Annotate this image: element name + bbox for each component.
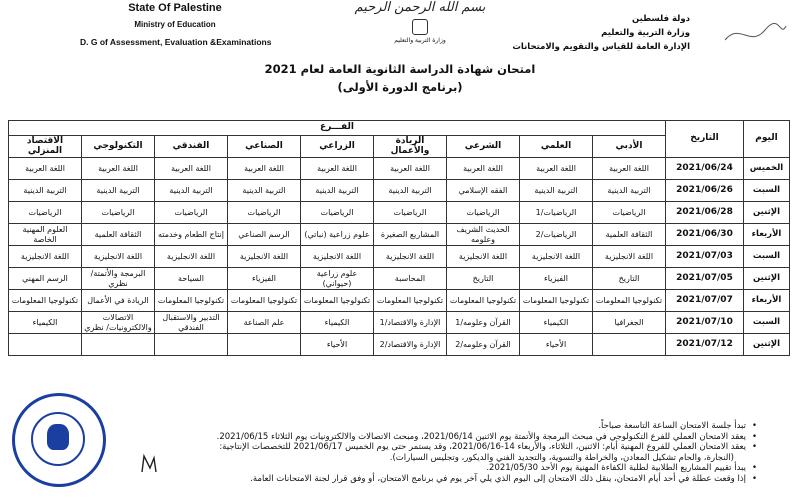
subject-cell: الكيمياء [9,312,82,334]
directorate-name-ar: الإدارة العامة للقياس والتقويم والامتحانات [512,42,690,52]
subject-cell: الرياضيات [155,202,228,224]
subject-cell: الريادة في الأعمال [82,290,155,312]
ministry-name-en: Ministry of Education [134,20,216,29]
subject-cell: الرياضيات [447,202,520,224]
branch-header: الزراعي [301,136,374,158]
subject-cell: علم الصناعة [228,312,301,334]
note-item: • تبدأ جلسة الامتحان الساعة التاسعة صباحاً. [20,421,746,432]
day-cell: الإثنين [744,268,790,290]
subject-cell: اللغة الانجليزية [447,246,520,268]
subject-cell [155,334,228,356]
date-cell: 2021/07/05 [666,268,744,290]
subject-cell: التاريخ [447,268,520,290]
subject-cell: التربية الدينية [155,180,228,202]
table-row [9,158,790,180]
subject-cell: الرياضيات/1 [520,202,593,224]
subject-cell [82,334,155,356]
table-row [9,268,790,290]
subject-cell: التربية الدينية [520,180,593,202]
subject-cell: الفيزياء [228,268,301,290]
subject-cell: البرمجة والأتمتة/ نظري [82,268,155,290]
basmala-calligraphy: بسم الله الرحمن الرحيم [354,0,486,15]
subject-cell: التربية الدينية [374,180,447,202]
subject-cell: السياحة [155,268,228,290]
subject-cell: الجغرافيا [593,312,666,334]
english-header [60,2,290,47]
state-name-en: State Of Palestine [128,2,222,14]
subject-cell: اللغة العربية [301,158,374,180]
subject-cell: اللغة العربية [593,158,666,180]
subject-cell: الرسم الصناعي [228,224,301,246]
day-header: اليوم [744,121,790,158]
subject-cell: اللغة العربية [520,158,593,180]
date-cell: 2021/07/10 [666,312,744,334]
subject-cell: التاريخ [593,268,666,290]
date-cell: 2021/06/28 [666,202,744,224]
subject-cell: اللغة العربية [374,158,447,180]
subject-cell: الرسم المهني [9,268,82,290]
branches-group-header: الفـــرع [9,121,666,136]
subject-cell: الأحياء [520,334,593,356]
subject-cell [228,334,301,356]
directorate-name-en: D. G of Assessment, Evaluation &Examinations [80,37,272,47]
subject-cell: الاتصالات والالكترونيات/ نظري [82,312,155,334]
date-cell: 2021/07/12 [666,334,744,356]
date-cell: 2021/06/26 [666,180,744,202]
subject-cell: اللغة العربية [447,158,520,180]
table-row [9,180,790,202]
subject-cell: الإدارة والاقتصاد/1 [374,312,447,334]
table-row [9,202,790,224]
subject-cell: اللغة العربية [155,158,228,180]
table-row [9,246,790,268]
subject-cell: الثقافة العلمية [593,224,666,246]
branch-header: الاقتصاد المنزلي [9,136,82,158]
subject-cell: تكنولوجيا المعلومات [447,290,520,312]
subject-cell: تكنولوجيا المعلومات [301,290,374,312]
subject-cell: اللغة العربية [9,158,82,180]
day-cell: الإثنين [744,202,790,224]
subject-cell: تكنولوجيا المعلومات [593,290,666,312]
date-cell: 2021/07/03 [666,246,744,268]
schedule-body [9,158,790,356]
state-name-ar: دولة فلسطين [631,14,690,24]
palestine-eagle-icon [412,19,428,35]
subject-cell: الحديث الشريف وعلومه [447,224,520,246]
day-cell: الإثنين [744,334,790,356]
subject-cell: اللغة الانجليزية [155,246,228,268]
subject-cell: العلوم المهنية الخاصة [9,224,82,246]
table-row [9,290,790,312]
subject-cell: الرياضيات [82,202,155,224]
subject-cell: التدبير والاستقبال الفندقي [155,312,228,334]
subject-cell: التربية الدينية [301,180,374,202]
subject-cell: اللغة الانجليزية [593,246,666,268]
day-cell: السبت [744,312,790,334]
subject-cell: الفقه الإسلامي [447,180,520,202]
day-cell: السبت [744,246,790,268]
subject-cell: التربية الدينية [228,180,301,202]
subject-cell: إنتاج الطعام وخدمته [155,224,228,246]
subject-cell: علوم زراعية (نباتي) [301,224,374,246]
subject-cell: المحاسبة [374,268,447,290]
subject-cell: اللغة الانجليزية [520,246,593,268]
subject-cell: تكنولوجيا المعلومات [155,290,228,312]
day-cell: الخميس [744,158,790,180]
note-item: • يبدأ تقييم المشاريع الطلابية لطلبة الكفاءة المهنية يوم الأحد 2021/05/30. [20,463,746,474]
subject-cell: اللغة الانجليزية [82,246,155,268]
day-cell: الأربعاء [744,290,790,312]
subject-cell: الفيزياء [520,268,593,290]
subject-cell: الكيمياء [520,312,593,334]
arabic-header [460,12,690,54]
subject-cell: اللغة الانجليزية [9,246,82,268]
exam-notes [20,421,760,484]
subject-cell: اللغة الانجليزية [301,246,374,268]
date-cell: 2021/06/30 [666,224,744,246]
date-cell: 2021/06/24 [666,158,744,180]
note-item: • إذا وقعت عطلة في أحد أيام الامتحان، ينقل ذلك الامتحان إلى اليوم الذي يلي آخر يوم في برنامج الامتحان، أو وفق قرار لجنة الامتحانات العامة. [20,474,746,485]
subject-cell: الرياضيات [301,202,374,224]
day-cell: السبت [744,180,790,202]
subject-cell: القرآن وعلومه/1 [447,312,520,334]
branch-header: الشرعي [447,136,520,158]
table-row [9,312,790,334]
subject-cell: الرياضيات [228,202,301,224]
branch-header: العلمي [520,136,593,158]
subject-cell: الرياضيات [374,202,447,224]
subject-cell: القرآن وعلومه/2 [447,334,520,356]
subject-cell: الأحياء [301,334,374,356]
branch-header: الصناعي [228,136,301,158]
subject-cell: تكنولوجيا المعلومات [374,290,447,312]
exam-schedule-table [8,120,790,356]
branch-header: التكنولوجي [82,136,155,158]
exam-subtitle: (برنامج الدورة الأولى) [337,80,463,94]
ministry-name-ar: وزارة التربية والتعليم [601,28,690,38]
subject-cell: تكنولوجيا المعلومات [9,290,82,312]
note-subitem: (النجارة، والحام تشكيل المعادن، والخراطة والتسوية، والتجديد الفني والديكور، وتجليس السيارات). [389,452,734,463]
subject-cell: الرياضيات [9,202,82,224]
subject-cell [593,334,666,356]
subject-cell: اللغة العربية [228,158,301,180]
date-cell: 2021/07/07 [666,290,744,312]
subject-cell: الرياضيات/2 [520,224,593,246]
subject-cell: التربية الدينية [9,180,82,202]
subject-cell: الإدارة والاقتصاد/2 [374,334,447,356]
emblem-caption: وزارة التربية والتعليم [394,36,446,44]
exam-title: امتحان شهادة الدراسة الثانوية العامة لعام 2021 [264,62,536,76]
subject-cell: اللغة العربية [82,158,155,180]
subject-cell: تكنولوجيا المعلومات [520,290,593,312]
note-item: • يعقد الامتحان العملي للفرع التكنولوجي في مبحث البرمجة والأتمتة يوم الاثنين 2021/06/14، ومبحث الاتصالات والالكترونيات يوم الثلاثاء 2021/06/15. [20,432,746,443]
table-row [9,334,790,356]
day-cell: الأربعاء [744,224,790,246]
subject-cell: اللغة الانجليزية [374,246,447,268]
branch-header: الريادة والأعمال [374,136,447,158]
table-row [9,224,790,246]
subject-cell: الثقافة العلمية [82,224,155,246]
note-item: • يعقد الامتحان العملي للفروع المهنية أيام: الاثنين، الثلاثاء، والأربعاء 14-2021/06/16، وقد يستمر حتى يوم الخميس 2021/06/17 للتخصصات الإنتاجية: [20,442,746,453]
subject-cell: علوم زراعية (حيواني) [301,268,374,290]
branch-header: الفندقي [155,136,228,158]
branch-header: الأدبي [593,136,666,158]
subject-cell: المشاريع الصغيرة [374,224,447,246]
subject-cell: الرياضيات [593,202,666,224]
subject-cell: التربية الدينية [593,180,666,202]
signature-mark-top [720,20,790,50]
subject-cell: الكيمياء [301,312,374,334]
subject-cell [9,334,82,356]
subject-cell: اللغة الانجليزية [228,246,301,268]
subject-cell: التربية الدينية [82,180,155,202]
date-header: التاريخ [666,121,744,158]
subject-cell: تكنولوجيا المعلومات [228,290,301,312]
